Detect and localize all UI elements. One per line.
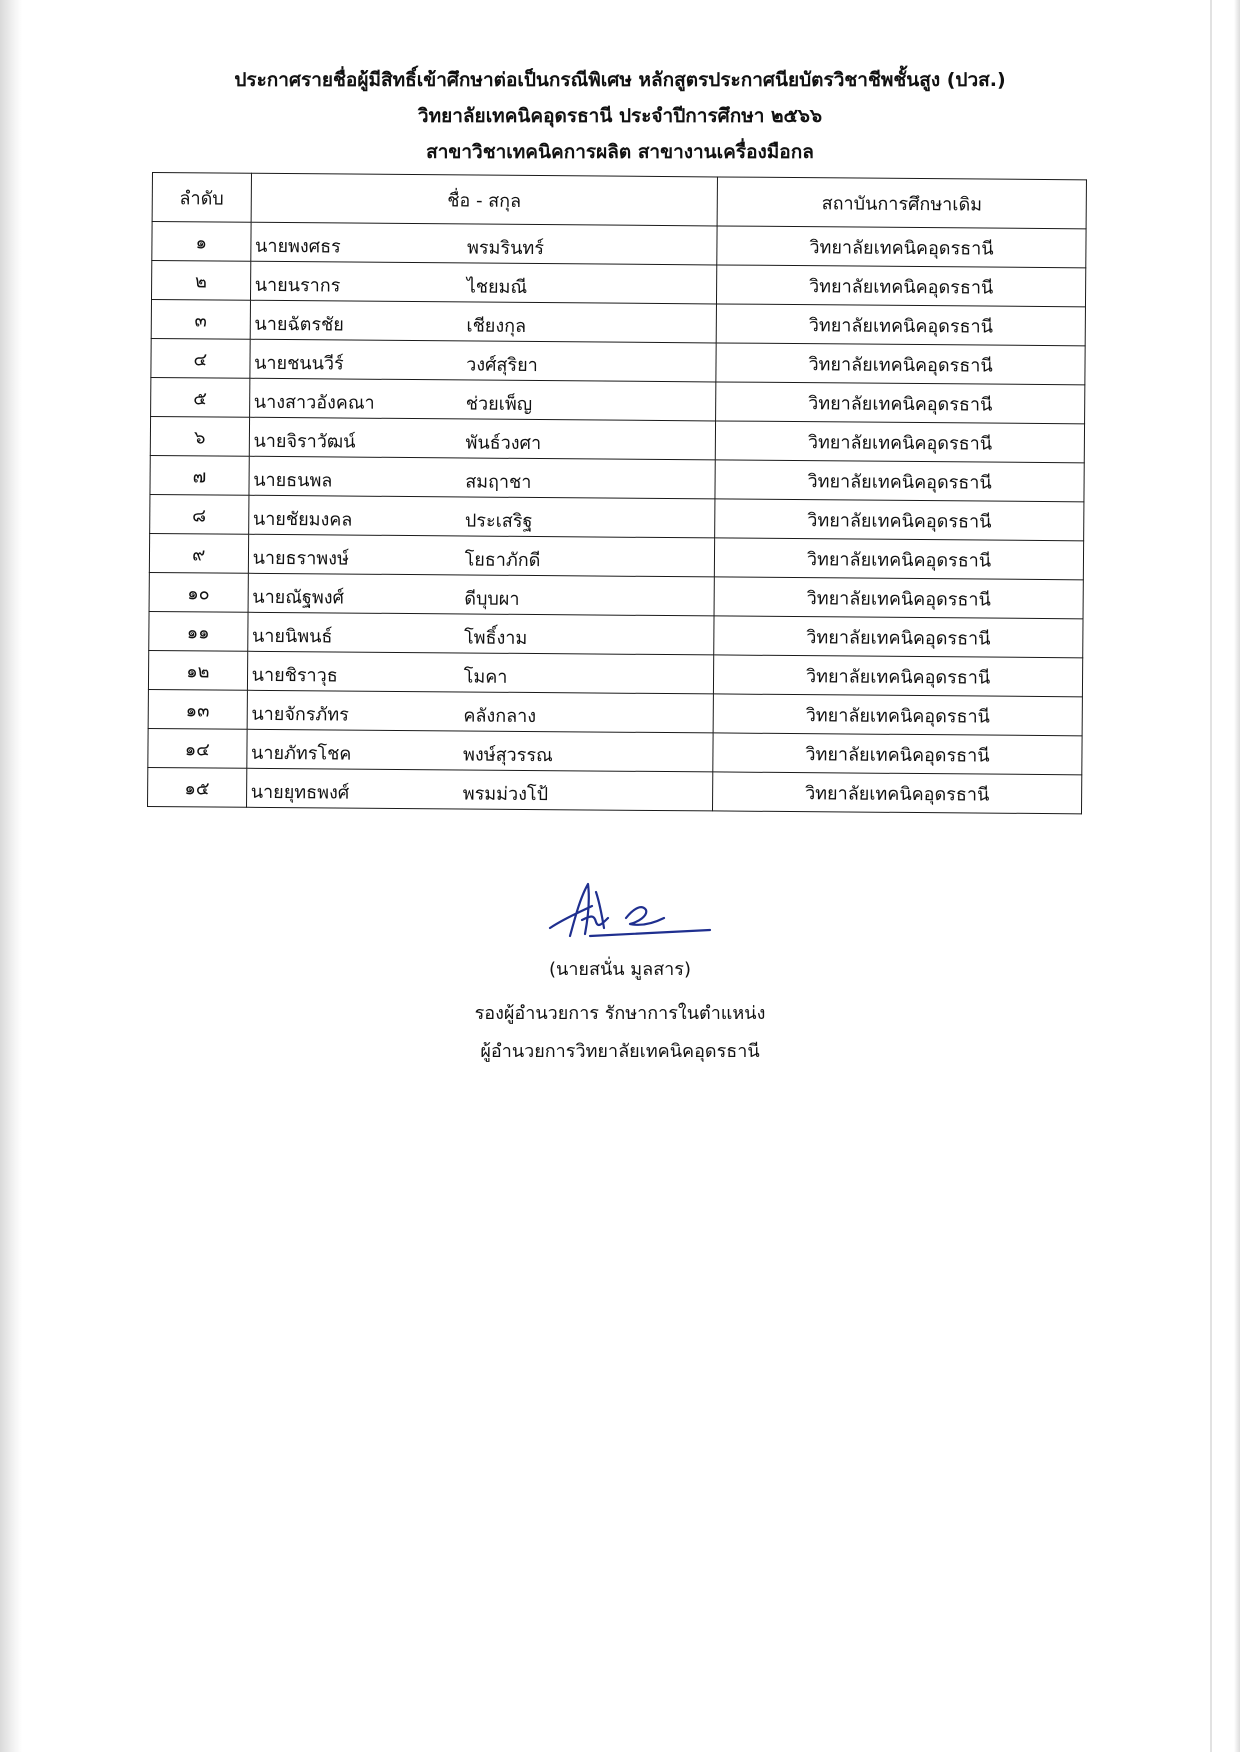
- student-first-name: นายชัยมงคล: [252, 508, 353, 531]
- student-name-cell: [248, 534, 715, 577]
- student-first-name: นายจักรภัทร: [251, 703, 349, 726]
- row-number: ๑๐: [149, 572, 248, 612]
- row-number: ๗: [150, 455, 249, 495]
- document-title-line-1: [120, 62, 1120, 98]
- row-number: ๘: [150, 494, 249, 534]
- student-first-name: นายชนนวีร์: [254, 352, 344, 375]
- student-last-name: พงษ์สุวรรณ: [463, 744, 553, 767]
- row-number: ๑๕: [148, 767, 247, 807]
- previous-institution: วิทยาลัยเทคนิคอุดรธานี: [716, 304, 1085, 346]
- student-name-cell: [250, 300, 717, 343]
- previous-institution: วิทยาลัยเทคนิคอุดรธานี: [714, 538, 1083, 580]
- student-name-cell: [247, 690, 714, 733]
- student-name-cell: [249, 456, 716, 499]
- row-number: ๑: [152, 222, 251, 262]
- previous-institution: วิทยาลัยเทคนิคอุดรธานี: [714, 577, 1083, 619]
- student-last-name: วงศ์สุริยา: [466, 354, 538, 377]
- title-text-2: วิทยาลัยเทคนิคอุดรธานี ประจำปีการศึกษา ๒๕๖๖: [417, 105, 823, 127]
- student-name-cell: [247, 612, 714, 655]
- student-name-cell: [250, 222, 717, 265]
- row-number: ๑๒: [148, 650, 247, 690]
- previous-institution: วิทยาลัยเทคนิคอุดรธานี: [713, 772, 1082, 814]
- student-name-cell: [249, 378, 716, 421]
- row-number: ๑๑: [149, 611, 248, 651]
- previous-institution: วิทยาลัยเทคนิคอุดรธานี: [713, 733, 1082, 775]
- student-last-name: ช่วยเพ็ญ: [465, 393, 533, 415]
- scan-shadow-left: [0, 0, 22, 1752]
- previous-institution: วิทยาลัยเทคนิคอุดรธานี: [715, 460, 1084, 502]
- student-first-name: นายธนพล: [253, 469, 333, 492]
- student-last-name: ไชยมณี: [466, 276, 528, 298]
- student-last-name: พันธ์วงศา: [465, 432, 542, 455]
- row-number: ๒: [151, 261, 250, 301]
- header-institution: สถาบันการศึกษาเดิม: [717, 177, 1086, 229]
- student-first-name: นายณัฐพงศ์: [252, 586, 345, 609]
- previous-institution: วิทยาลัยเทคนิคอุดรธานี: [716, 343, 1085, 385]
- previous-institution: วิทยาลัยเทคนิคอุดรธานี: [715, 421, 1084, 463]
- student-last-name: ประเสริฐ: [464, 510, 533, 532]
- previous-institution: วิทยาลัยเทคนิคอุดรธานี: [716, 382, 1085, 424]
- student-name-cell: [248, 495, 715, 538]
- student-name-cell: [249, 417, 716, 460]
- previous-institution: วิทยาลัยเทคนิคอุดรธานี: [714, 616, 1083, 658]
- student-list-table: [147, 172, 1087, 814]
- row-number: ๓: [151, 300, 250, 340]
- student-first-name: นายนิพนธ์: [251, 625, 333, 648]
- student-first-name: นางสาวอังคณา: [253, 391, 375, 414]
- student-last-name: พรมม่วงโป้: [462, 783, 549, 806]
- student-first-name: นายนรากร: [254, 274, 341, 297]
- header-no: ลำดับ: [152, 173, 251, 223]
- previous-institution: วิทยาลัยเทคนิคอุดรธานี: [714, 655, 1083, 697]
- row-number: ๑๔: [148, 728, 247, 768]
- student-first-name: นายฉัตรชัย: [254, 313, 344, 336]
- student-name-cell: [250, 261, 717, 304]
- document-title-line-3: [120, 134, 1120, 170]
- student-first-name: นายธราพงษ์: [252, 547, 349, 570]
- student-name-cell: [246, 768, 713, 811]
- signatory-position-line-1: รองผู้อำนวยการ รักษาการในตำแหน่ง: [474, 1003, 766, 1024]
- signatory-position-line-2: ผู้อำนวยการวิทยาลัยเทคนิคอุดรธานี: [480, 1041, 760, 1062]
- student-name-cell: [248, 573, 715, 616]
- student-last-name: โมคา: [463, 666, 508, 688]
- student-last-name: คลังกลาง: [463, 705, 537, 728]
- student-name-cell: [246, 729, 713, 772]
- student-first-name: นายยุทธพงศ์: [250, 781, 350, 804]
- table-body: [148, 222, 1087, 814]
- row-number: ๙: [149, 533, 248, 573]
- signature-mark: [530, 878, 730, 948]
- scan-shadow-right: [1234, 0, 1240, 1752]
- student-first-name: นายภัทรโชค: [251, 742, 352, 765]
- student-last-name: โยธาภักดี: [464, 549, 541, 572]
- student-first-name: นายจิราวัฒน์: [253, 430, 356, 453]
- title-text-3: สาขาวิชาเทคนิคการผลิต สาขางานเครื่องมือกล: [426, 141, 814, 163]
- student-last-name: โพธิ์งาม: [463, 627, 528, 649]
- signatory-name: (นายสนั่น มูลสาร): [549, 959, 691, 980]
- student-last-name: สมฤาชา: [465, 471, 532, 493]
- document-title-line-2: [120, 98, 1120, 134]
- student-first-name: นายชิราวุธ: [251, 664, 338, 687]
- previous-institution: วิทยาลัยเทคนิคอุดรธานี: [713, 694, 1082, 736]
- student-last-name: ดีบุบผา: [464, 588, 520, 610]
- row-number: ๑๓: [148, 689, 247, 729]
- table-row: [148, 767, 1082, 813]
- previous-institution: วิทยาลัยเทคนิคอุดรธานี: [717, 265, 1086, 307]
- scan-line-right: [1210, 0, 1212, 1752]
- row-number: ๖: [150, 416, 249, 456]
- student-last-name: เชียงกุล: [466, 315, 527, 337]
- row-number: ๕: [151, 377, 250, 417]
- student-last-name: พรมรินทร์: [466, 237, 545, 260]
- table-header-row: [152, 173, 1086, 229]
- header-name: ชื่อ - สกุล: [251, 173, 718, 226]
- title-text-1: ประกาศรายชื่อผู้มีสิทธิ์เข้าศึกษาต่อเป็นกรณีพิเศษ หลักสูตรประกาศนียบัตรวิชาชีพชั้นสูง (ปวส.): [234, 69, 1006, 91]
- previous-institution: วิทยาลัยเทคนิคอุดรธานี: [717, 226, 1086, 268]
- student-first-name: นายพงศธร: [254, 235, 341, 258]
- previous-institution: วิทยาลัยเทคนิคอุดรธานี: [715, 499, 1084, 541]
- student-name-cell: [250, 339, 717, 382]
- row-number: ๔: [151, 338, 250, 378]
- student-name-cell: [247, 651, 714, 694]
